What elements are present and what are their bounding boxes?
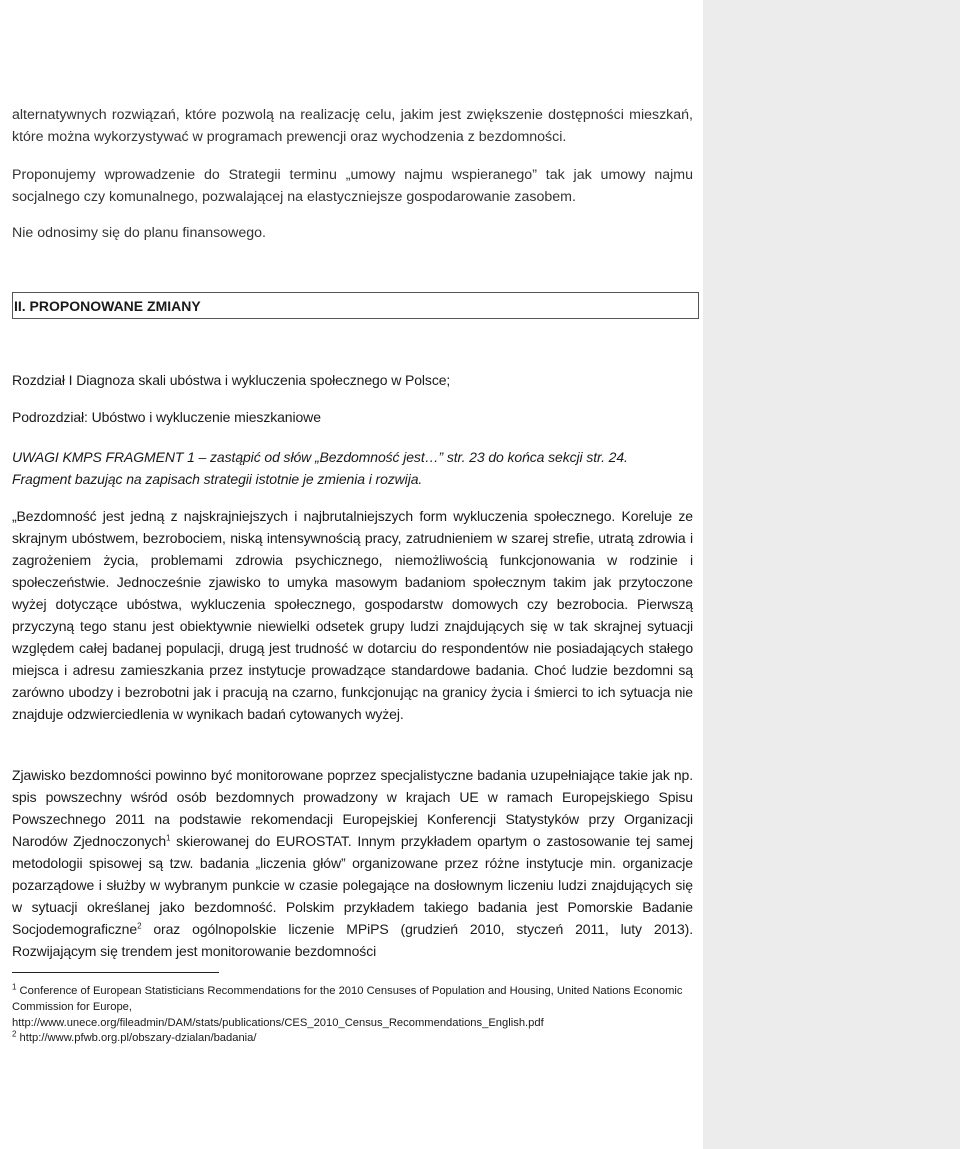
remark-line-2: Fragment bazując na zapisach strategii istotnie je zmienia i rozwija.	[12, 471, 423, 487]
footnote-ref-2[interactable]: 2	[137, 921, 142, 931]
footnote-separator	[12, 972, 219, 973]
section-heading: II. PROPONOWANE ZMIANY	[12, 292, 699, 319]
body-text-part-b: skierowanej do EUROSTAT. Innym przykładem opartym o zastosowanie tej samej metodologii spisowej są tzw. badania „liczenia głów” organizowane przez różne instytucje min. organizacje pozarządowe i służby w wybranym punkcie w czasie polegające na dosłownym liczeniu ludzi znajdujących się w sytuacji określanej jako bezdomność. Polskim przykładem takiego badania jest Pomorskie Badanie Socjodemograficzne	[12, 833, 694, 937]
footnote-2-url[interactable]: http://www.pfwb.org.pl/obszary-dzialan/badania/	[16, 1032, 257, 1044]
subchapter-title: Podrozdział: Ubóstwo i wykluczenie mieszkaniowe	[12, 409, 321, 425]
body-paragraph-monitoring	[12, 764, 693, 962]
footnote-1-url[interactable]: http://www.unece.org/fileadmin/DAM/stats/publications/CES_2010_Census_Recommendations_English.pdf	[12, 1017, 544, 1029]
body-text-part-c: oraz ogólnopolskie liczenie MPiPS (grudzień 2010, styczeń 2011, luty 2013). Rozwijającym się trendem jest monitorowanie bezdomności	[12, 921, 693, 959]
paragraph-financial-plan: Nie odnosimy się do planu finansowego.	[12, 225, 266, 241]
footnote-1	[12, 983, 693, 1031]
footnote-2-mark: 2	[12, 1029, 17, 1039]
footnote-2	[12, 1030, 693, 1046]
footnote-1-mark: 1	[12, 982, 17, 992]
body-text-part-a: Zjawisko bezdomności powinno być monitorowane poprzez specjalistyczne badania uzupełniające takie jak np. spis powszechny wśród osób bezdomnych prowadzony w krajach UE w ramach Europejskiego Spisu Powszechnego 2011 na podstawie rekomendacji Europejskiej Konferencji Statystyków przy Organizacji Narodów Zjednoczonych	[12, 767, 693, 849]
paragraph-alternatives: alternatywnych rozwiązań, które pozwolą na realizację celu, jakim jest zwiększenie dostępności mieszkań, które można wykorzystywać w programach prewencji oraz wychodzenia z bezdomności.	[12, 107, 693, 145]
paragraph-proposal: Proponujemy wprowadzenie do Strategii terminu „umowy najmu wspieranego” tak jak umowy najmu socjalnego czy komunalnego, pozwalającej na elastyczniejsze gospodarowanie zasobem.	[12, 167, 693, 205]
chapter-title: Rozdział I Diagnoza skali ubóstwa i wykluczenia społecznego w Polsce;	[12, 372, 451, 388]
body-paragraph-homelessness: „Bezdomność jest jedną z najskrajniejszych i najbrutalniejszych form wykluczenia społecznego. Koreluje ze skrajnym ubóstwem, bezrobociem, niską intensywnością pracy, zatrudnieniem w szarej strefie, utratą zdrowia i zagrożeniem życia, problemami zdrowia psychicznego, niemożliwością funkcjonowania w rodzinie i społeczeństwie. Jednocześnie zjawisko to umyka masowym badaniom społecznym takim jak przytoczone wyżej dotyczące ubóstwa, wykluczenia społecznego, gospodarstw domowych czy bezrobocia. Pierwszą przyczyną tego stanu jest obiektywnie niewielki odsetek grupy ludzi znajdujących się w tak skrajnej sytuacji względem całej badanej populacji, drugą jest trudność w dotarciu do respondentów nie posiadających stałego miejsca i adresu zamieszkania przez instytucje prowadzące standardowe badania. Choć ludzie bezdomni są zarówno ubodzy i bezrobotni jak i pracują na czarno, funkcjonując na granicy życia i śmierci to ich sytuacja nie znajduje odzwierciedlenia w wynikach badań cytowanych wyżej.	[12, 508, 693, 722]
remark-line-1: UWAGI KMPS FRAGMENT 1 – zastąpić od słów „Bezdomność jest…” str. 23 do końca sekcji str. 24.	[12, 449, 628, 465]
comment-pane	[703, 0, 960, 1149]
footnote-1-text: Conference of European Statisticians Recommendations for the 2010 Censuses of Population and Housing, United Nations Economic Commission for Europe,	[12, 985, 683, 1013]
footnote-ref-1[interactable]: 1	[166, 833, 171, 843]
